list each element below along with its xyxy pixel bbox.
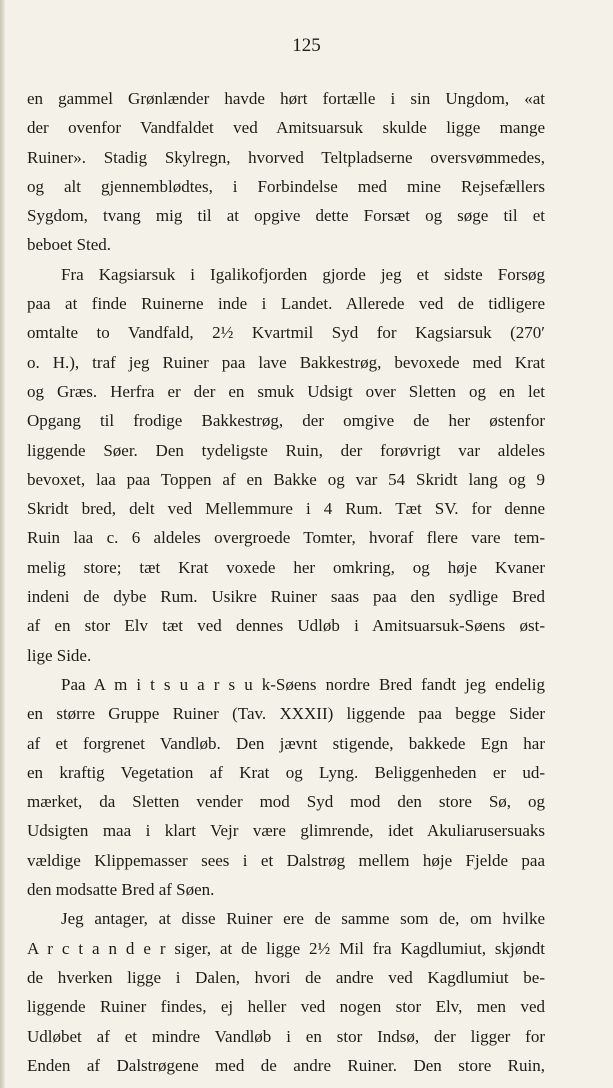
text-line: Ruiner». Stadig Skylregn, hvorved Teltpladserne oversvømmedes, <box>27 147 545 167</box>
text-line: mærket, da Sletten vender mod Syd mod den store Sø, og <box>27 792 545 812</box>
text-line: A r c t a n d e r siger, at de ligge 2½ Mil fra Kagdlumiut, skjøndt <box>27 938 545 958</box>
text-line: og alt gjennemblødtes, i Forbindelse med mine Rejsefællers <box>27 176 545 196</box>
text-line: indeni de dybe Rum. Usikre Ruiner saas paa den sydlige Bred <box>27 587 545 607</box>
text-line: Sygdom, tvang mig til at opgive dette Forsæt og søge til et <box>27 206 545 226</box>
text-line: vældige Klippemasser sees i et Dalstrøg mellem høje Fjelde paa <box>27 850 545 870</box>
text-line: Enden af Dalstrøgene med de andre Ruiner. Den store Ruin, <box>27 1055 545 1075</box>
text-line: en kraftig Vegetation af Krat og Lyng. Beliggenheden er ud- <box>27 762 545 782</box>
body-text <box>27 84 545 1080</box>
text-line: Skridt bred, delt ved Mellemmure i 4 Rum. Tæt SV. for denne <box>27 499 545 519</box>
text-line: paa at finde Ruinerne inde i Landet. Allerede ved de tidligere <box>27 294 545 314</box>
text-line: Paa A m i t s u a r s u k-Søens nordre Bred fandt jeg endelig <box>61 674 545 694</box>
text-line: liggende Søer. Den tydeligste Ruin, der forøvrigt var aldeles <box>27 440 545 460</box>
text-line: af en stor Elv tæt ved dennes Udløb i Amitsuarsuk-Søens øst- <box>27 616 545 636</box>
text-line: Ruin laa c. 6 aldeles overgroede Tomter, hvoraf flere vare tem- <box>27 528 545 548</box>
text-line: Udsigten maa i klart Vejr være glimrende, idet Akuliarusersuaks <box>27 821 545 841</box>
text-line: en gammel Grønlænder havde hørt fortælle i sin Ungdom, «at <box>27 89 545 108</box>
text-line: liggende Ruiner findes, ej heller ved nogen stor Elv, men ved <box>27 997 545 1017</box>
text-line: Udløbet af et mindre Vandløb i en stor Indsø, der ligger for <box>27 1026 545 1046</box>
text-line: og Græs. Herfra er der en smuk Udsigt over Sletten og en let <box>27 381 545 401</box>
text-line: Jeg antager, at disse Ruiner ere de samme som de, om hvilke <box>61 909 545 929</box>
text-line: beboet Sted. <box>27 235 112 255</box>
text-line: der ovenfor Vandfaldet ved Amitsuarsuk skulde ligge mange <box>27 118 545 138</box>
page-number: 125 <box>292 35 321 56</box>
text-line: omtalte to Vandfald, 2½ Kvartmil Syd for Kagsiarsuk (270′ <box>27 323 545 343</box>
text-line: Fra Kagsiarsuk i Igalikofjorden gjorde jeg et sidste Forsøg <box>61 264 545 284</box>
text-line: de hverken ligge i Dalen, hvori de andre ved Kagdlumiut be- <box>27 967 545 987</box>
text-line: bevoxet, laa paa Toppen af en Bakke og var 54 Skridt lang og 9 <box>27 469 545 489</box>
text-line: o. H.), traf jeg Ruiner paa lave Bakkestrøg, bevoxede med Krat <box>27 352 545 372</box>
text-line: den modsatte Bred af Søen. <box>27 880 215 900</box>
text-line: melig store; tæt Krat voxede her omkring, og høje Kvaner <box>27 557 545 577</box>
page-edge <box>0 0 5 1088</box>
text-line: Opgang til frodige Bakkestrøg, der omgive de her østenfor <box>27 411 545 431</box>
text-line: en større Gruppe Ruiner (Tav. XXXII) liggende paa begge Sider <box>27 704 545 724</box>
text-line: lige Side. <box>27 645 92 665</box>
text-line: af et forgrenet Vandløb. Den jævnt stigende, bakkede Egn har <box>27 733 545 753</box>
